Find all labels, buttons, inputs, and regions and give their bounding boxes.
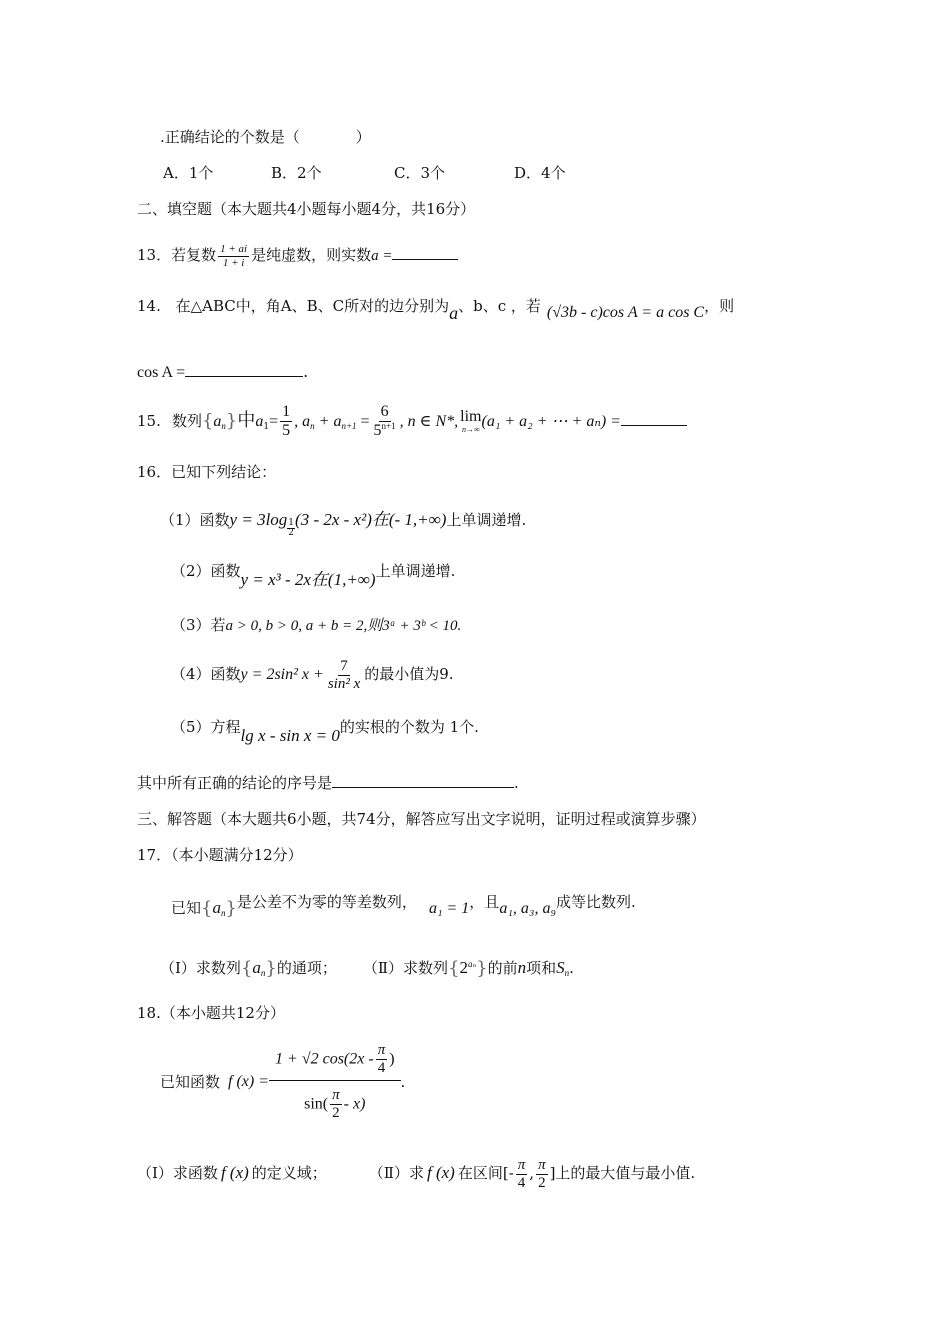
q17-pow-exp: aₙ [468,959,477,969]
q16-item3-expr: a > 0, b > 0, a + b = 2,则3ᵃ + 3ᵇ < 10. [225,618,462,634]
q13 [137,236,458,275]
q15-number: 15. [137,412,161,430]
q18-parts [137,1150,695,1196]
q17-given-mid: 是公差不为零的等差数列， [236,893,417,911]
q17-part1-seq: a [252,958,261,977]
q18-interval-pi2: π [538,1157,546,1173]
q16-item5-tail: 的实根的个数为 1个. [339,718,479,736]
q14-text3: ，则 [704,297,735,315]
q13-number: 13． [137,246,172,264]
q18-den-pi: π [332,1087,340,1103]
section3-heading: 三、解答题（本大题共6小题，共74分，解答应写出文字说明，证明过程或演算步骤） [137,810,706,828]
q16-item-4 [171,651,454,698]
q15-lim-sub: n→∞ [461,424,480,434]
q16-item4-expr: y = 2sin² x + [240,666,324,683]
q16-item5-label: （5）方程 [171,718,241,736]
q17-terms: a₁, a₃, a₉ [499,900,556,917]
q16-item4-frac-den: sin² x [327,675,361,692]
q15-mid2: + a [314,413,342,430]
q16-item-1 [160,500,526,540]
q17-part1: （Ⅰ）求数列 [160,959,241,977]
q17-part1-post: 的通项； [276,959,337,977]
q15-seq: a [213,413,222,430]
q16-item1-tail: 上单调递增. [446,511,527,529]
q12-option-d: D．4个 [514,164,566,182]
q14 [137,296,734,323]
q17-part2-mid2: 项和 [526,959,557,977]
q16-item5-expr: lg x - sin x = 0 [240,726,340,745]
q15-frac2-den-sup: n+1 [381,421,396,431]
q16-period: . [514,774,519,792]
q18-given-text: 已知函数 [160,1072,221,1091]
q18-part2-mid: 在区间[- [457,1164,514,1182]
q16-intro [137,462,276,482]
q18-part1: （Ⅰ）求函数 [137,1164,218,1182]
q15-answer-blank[interactable] [621,411,687,426]
q16-item-2 [171,556,455,595]
q15-n-in: , n ∈ N*, [399,413,459,430]
q18-num-text: 1 + √2 cos(2x - [275,1050,374,1068]
q18-denominator [269,1081,401,1121]
q18-den-two: 2 [332,1104,340,1121]
q18-title: 18.（本小题共12分） [137,1004,285,1022]
q18-interval-pi1: π [517,1157,526,1173]
q15-frac1-num: 1 [282,403,291,421]
q16-intro-text: 已知下列结论： [171,463,277,481]
q17-given-and: ，且 [469,893,500,911]
q16-item4-frac [326,658,362,692]
q16-item1-log-base: $\frac{1}{2}$ [288,518,295,538]
q17-given-pre: 已知 [171,899,202,917]
q15-frac2-den: 5 [373,422,382,439]
q18-fx: f (x) = [228,1072,270,1090]
q17-given [171,882,636,933]
q17-part2-brace-left: { [448,958,460,979]
q15-frac2-num: 6 [380,403,389,421]
q16-conclusion-text: 其中所有正确的结论的序号是 [137,774,333,792]
section2-heading: 二、填空题（本大题共4小题每小题4分，共16分） [137,200,476,218]
q15-frac1 [280,403,292,439]
q17-brace-right: } [225,898,237,919]
q17-S: S [556,958,565,977]
q17-part1-seq-sub: n [260,968,266,978]
q12-option-b: B．2个 [271,164,322,182]
q14-text1: 在△ABC中，角A、B、C所对的边分别为 [175,297,450,315]
q18-part2: （Ⅱ）求 [368,1164,424,1182]
q15-lim [460,408,481,434]
q17-given-post: 成等比数列. [556,893,636,911]
q13-post: 是纯虚数，则实数 [251,246,372,264]
q14-answer-blank[interactable] [185,362,303,377]
q16-number: 16． [137,463,172,481]
q18-den-text: sin( [304,1095,329,1113]
q18-num-frac [376,1042,388,1076]
q13-pre: 若复数 [171,246,217,264]
q15-frac2 [372,403,398,439]
q15-a1-sub: 1 [263,422,270,432]
q17-pow-base: 2 [459,958,469,977]
q12-stem-close: ） [355,128,371,146]
q13-frac-num: 1 + ai [220,243,248,256]
q17-part2-end: . [569,959,574,977]
q16-item-5 [171,712,479,751]
q17-part2-mid: 的前 [487,959,518,977]
q17-a1-eq: a₁ = 1 [428,900,470,917]
q17-n: n [517,958,527,977]
q16-item2-tail: 上单调递增. [375,562,456,580]
q17-S-sub: n [564,968,570,978]
q14-period: . [303,362,309,381]
q15-mid-sub: n [310,421,315,431]
q16-answer-blank[interactable] [332,773,514,788]
q13-answer-blank[interactable] [392,245,458,260]
q15-zhong: 中 [237,410,256,431]
q16-conclusion [137,773,519,793]
q14-a: a [449,303,459,323]
q18-part2-f: f (x) [427,1163,455,1182]
q13-frac-den: 1 + i [222,256,245,269]
q18-interval-frac1 [516,1157,528,1191]
q15-eq1: = [269,413,279,430]
q17-part1-brace-right: } [265,958,277,979]
q18-interval-two: 2 [538,1174,546,1191]
q17-seq-sub: n [220,908,226,918]
q14-expr: (√3b - c)cos A = a cos C [546,304,705,321]
q18-fraction [269,1042,401,1121]
q14-text2: 、b、c ，若 [458,297,541,315]
q12-stem-text: .正确结论的个数是（ [160,128,300,146]
q15-a1: a [255,413,264,430]
q18-part2-post: ]上的最大值与最小值. [549,1164,696,1182]
q16-item2-expr: y = x³ - 2x在(1,+∞) [240,570,376,589]
q16-item1-label: （1）函数 [160,511,230,529]
q15-mid2-sub: n+1 [341,421,357,431]
q18-given [160,1042,405,1121]
q17-part1-brace-left: { [240,958,253,979]
q18-den-frac [330,1087,342,1121]
q18-num-close: ) [389,1050,395,1068]
q18-part1-post: 的定义域； [251,1164,327,1182]
q18-period: . [400,1072,406,1091]
q16-item2-label: （2）函数 [171,562,241,580]
q16-item4-tail: 的最小值为9. [364,665,454,683]
q15 [137,398,687,450]
q15-lim-word: lim [460,408,482,426]
q12-option-a: A．1个 [163,164,214,182]
q16-item1-expr: y = 3log [229,510,288,529]
q18-interval-frac2 [536,1157,548,1191]
q16-item1-expr2: (3 - 2x - x²)在(- 1,+∞) [295,510,447,529]
q17-seq: a [212,898,221,917]
q15-frac1-den: 5 [282,422,291,439]
q17-part2: （Ⅱ）求数列 [362,959,449,977]
q16-item4-frac-num: 7 [340,658,348,674]
q18-num-four: 4 [377,1059,386,1076]
q15-eq2: = [360,413,370,430]
q13-var: a = [371,248,393,264]
q12-option-c: C．3个 [394,164,446,182]
q18-interval-four: 4 [517,1174,526,1191]
q15-brace-left: { [201,410,214,432]
q12-stem [160,127,371,147]
q17-title: 17．（本小题满分12分） [137,846,303,864]
q14-number: 14. [137,297,161,315]
q18-num-pi: π [377,1042,386,1058]
q13-fraction [218,243,249,268]
q18-numerator [269,1042,401,1081]
q15-seq-sub: n [221,421,226,431]
q15-lim-body: (a₁ + a₂ + ⋯ + aₙ) = [481,413,621,430]
q17-parts [160,944,574,993]
q18-den-close: - x) [343,1095,366,1113]
q18-part1-f: f (x) [220,1163,249,1182]
q14-answer-lead: cos A = [137,364,186,381]
q16-item3-label: （3）若 [171,616,226,634]
q16-item-3 [171,615,461,636]
q18-interval-comma: , [529,1164,535,1182]
q15-brace-right: } [225,410,238,432]
q15-pre: 数列 [171,412,202,430]
q14-answer [137,362,308,383]
q15-mid: , a [294,413,311,430]
q17-brace-left: { [201,898,213,919]
q16-item4-label: （4）函数 [171,665,241,683]
q17-part2-brace-right: } [476,958,488,979]
